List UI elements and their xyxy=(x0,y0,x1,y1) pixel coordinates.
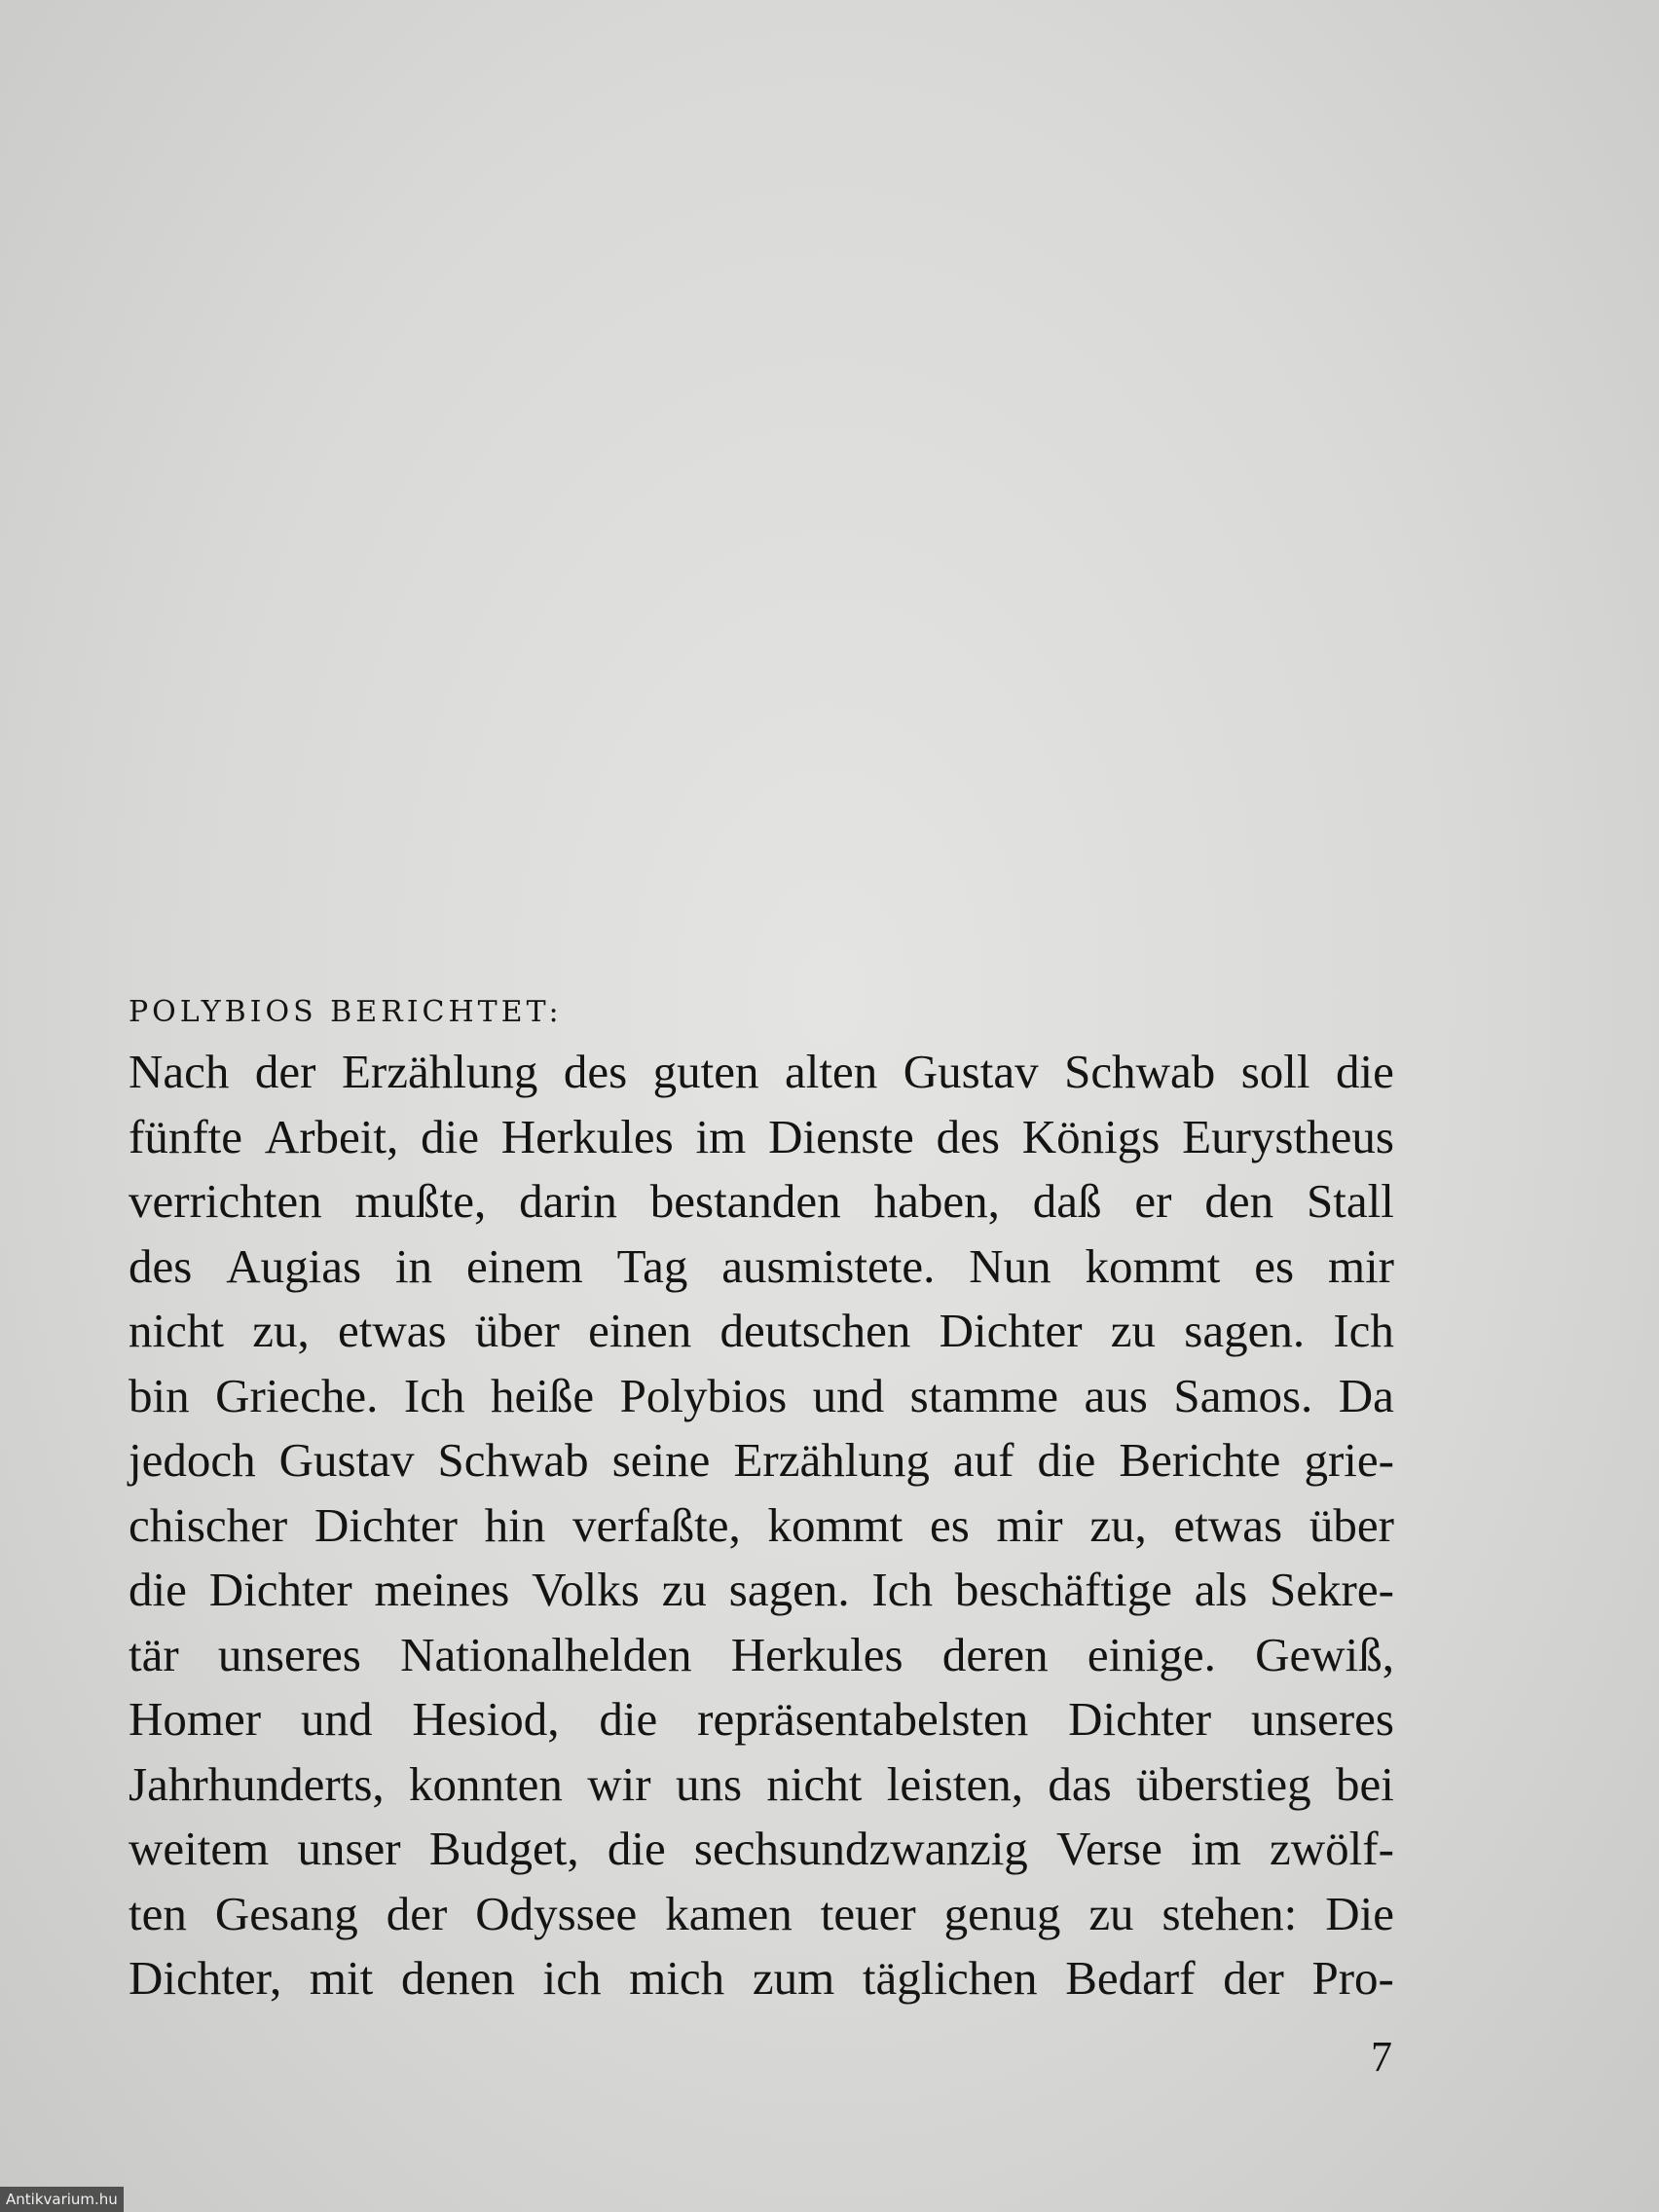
word: Verse xyxy=(1056,1822,1162,1875)
word: kamen xyxy=(665,1886,793,1940)
word: Volks xyxy=(532,1563,640,1616)
word: verfaßte, xyxy=(571,1497,741,1552)
text-line xyxy=(129,1235,1394,1300)
word: zum xyxy=(752,1951,835,2005)
text-line xyxy=(129,1817,1394,1882)
word: tär xyxy=(129,1627,179,1681)
word: Grieche. xyxy=(215,1368,379,1422)
text-line xyxy=(129,1105,1394,1170)
word: einem xyxy=(465,1238,583,1293)
word: mir xyxy=(996,1497,1063,1552)
word: das xyxy=(1048,1756,1112,1811)
word: darin xyxy=(519,1174,617,1228)
word: haben, xyxy=(873,1174,1000,1228)
word: Arbeit, xyxy=(264,1109,399,1163)
word: zu xyxy=(661,1563,707,1616)
word: die xyxy=(129,1563,187,1616)
word: täglichen xyxy=(862,1951,1038,2005)
word: seine xyxy=(611,1433,711,1487)
word: guten xyxy=(652,1045,759,1098)
word: des xyxy=(563,1045,628,1098)
section-heading: POLYBIOS BERICHTET: xyxy=(129,995,563,1029)
main-text-block xyxy=(129,991,1394,2011)
word: Nach xyxy=(129,1045,230,1098)
word: Berichte xyxy=(1119,1433,1281,1487)
word: Hesiod, xyxy=(412,1692,560,1746)
word: zu, xyxy=(1089,1497,1147,1552)
text-line xyxy=(129,1040,1394,1105)
word: Königs xyxy=(1021,1109,1161,1163)
word: er xyxy=(1134,1174,1172,1228)
text-line xyxy=(129,1558,1394,1623)
word: der xyxy=(254,1045,316,1098)
word: und xyxy=(812,1368,885,1422)
word: Nun xyxy=(969,1238,1051,1293)
word: Odyssee xyxy=(475,1886,638,1940)
word: Tag xyxy=(616,1238,688,1293)
word: über xyxy=(1309,1497,1394,1552)
word: Polybios xyxy=(619,1368,788,1422)
text-line xyxy=(129,1882,1394,1947)
word: hin xyxy=(484,1497,546,1552)
word: uns xyxy=(675,1756,743,1811)
word: Die xyxy=(1325,1886,1394,1940)
text-line xyxy=(129,1623,1394,1688)
word: Dichter xyxy=(939,1304,1083,1357)
watermark-label: Antikvarium.hu xyxy=(0,2187,124,2212)
word: den xyxy=(1204,1174,1274,1228)
word: mit xyxy=(309,1951,374,2005)
word: es xyxy=(930,1497,970,1552)
word: der xyxy=(1223,1951,1284,2005)
word: deutschen xyxy=(719,1304,911,1357)
word: denen xyxy=(400,1951,515,2005)
word: Ich xyxy=(1333,1304,1394,1357)
word: Gustav xyxy=(278,1433,415,1487)
word: mich xyxy=(629,1951,725,2005)
word: ausmistete. xyxy=(721,1238,936,1293)
word: zu, xyxy=(252,1304,310,1357)
reverse-side-show-through xyxy=(127,0,1392,974)
word: ich xyxy=(542,1951,602,2005)
word: die xyxy=(1037,1433,1096,1487)
word: sagen. xyxy=(1184,1304,1306,1357)
word: stehen: xyxy=(1161,1886,1298,1940)
word: etwas xyxy=(1173,1497,1283,1552)
word: Dienste xyxy=(768,1109,914,1163)
word: beschäftige xyxy=(954,1563,1172,1616)
word: aus xyxy=(1084,1368,1148,1422)
word: weitem xyxy=(129,1822,270,1875)
word: mußte, xyxy=(354,1174,487,1228)
word: Gewiß, xyxy=(1255,1627,1394,1681)
text-line xyxy=(129,1299,1394,1364)
word: Herkules xyxy=(500,1109,674,1163)
word: Augias xyxy=(226,1238,362,1293)
word: Budget, xyxy=(428,1822,579,1875)
word: Nationalhelden xyxy=(400,1627,692,1681)
word: Dichter xyxy=(208,1563,352,1616)
word: Gesang xyxy=(214,1886,358,1940)
word: Pro- xyxy=(1311,1951,1394,2005)
word: deren xyxy=(941,1627,1049,1681)
word: sagen. xyxy=(728,1563,850,1616)
word: bestanden xyxy=(649,1174,841,1228)
word: Dichter xyxy=(1068,1692,1212,1746)
word: alten xyxy=(785,1045,878,1098)
word: Ich xyxy=(403,1368,465,1422)
word: Gustav xyxy=(903,1045,1039,1098)
word: zu xyxy=(1088,1886,1134,1940)
word: ten xyxy=(129,1886,187,1940)
word: Eurystheus xyxy=(1182,1109,1394,1163)
word: Schwab xyxy=(1064,1045,1216,1098)
word: grie- xyxy=(1304,1433,1394,1487)
word: teuer xyxy=(820,1886,916,1940)
word: konnten xyxy=(409,1756,563,1811)
word: kommt xyxy=(767,1497,903,1552)
word: Herkules xyxy=(730,1627,903,1681)
word: wir xyxy=(587,1756,651,1811)
word: einen xyxy=(588,1304,692,1357)
word: die xyxy=(421,1109,479,1163)
text-line xyxy=(129,1364,1394,1429)
word: mir xyxy=(1327,1238,1394,1293)
word: Dichter, xyxy=(129,1951,282,2005)
word: überstieg xyxy=(1136,1756,1311,1811)
text-line xyxy=(129,1687,1394,1752)
word: heiße xyxy=(490,1368,595,1422)
word: stamme xyxy=(909,1368,1059,1422)
word: unseres xyxy=(1251,1692,1394,1746)
word: bei xyxy=(1336,1756,1394,1811)
word: Bedarf xyxy=(1065,1951,1196,2005)
word: Schwab xyxy=(437,1433,589,1487)
word: es xyxy=(1254,1238,1295,1293)
word: Erzählung xyxy=(341,1045,538,1098)
word: unseres xyxy=(217,1627,361,1681)
word: über xyxy=(474,1304,560,1357)
word: zwölf- xyxy=(1270,1822,1394,1875)
word: Homer xyxy=(129,1692,262,1746)
word: des xyxy=(936,1109,1000,1163)
word: Erzählung xyxy=(733,1433,930,1487)
text-line xyxy=(129,1752,1394,1818)
word: die xyxy=(599,1692,658,1746)
word: kommt xyxy=(1085,1238,1221,1293)
word: jedoch xyxy=(129,1433,256,1487)
word: Samos. xyxy=(1173,1368,1313,1422)
word: Jahrhunderts, xyxy=(129,1756,385,1811)
word: etwas xyxy=(337,1304,447,1357)
word: einige. xyxy=(1087,1627,1216,1681)
word: Dichter xyxy=(313,1497,458,1552)
word: der xyxy=(386,1886,448,1940)
text-line xyxy=(129,1946,1394,2011)
word: und xyxy=(300,1692,373,1746)
word: soll xyxy=(1240,1045,1310,1098)
word: im xyxy=(1191,1822,1241,1875)
word: verrichten xyxy=(129,1174,322,1228)
text-line xyxy=(129,1169,1394,1235)
word: auf xyxy=(952,1433,1014,1487)
word: chischer xyxy=(129,1497,288,1552)
body-paragraph xyxy=(129,1040,1394,2011)
word: leisten, xyxy=(886,1756,1023,1811)
word: daß xyxy=(1032,1174,1102,1228)
text-line xyxy=(129,1428,1394,1493)
word: nicht xyxy=(129,1304,224,1357)
page-number: 7 xyxy=(1371,2033,1392,2081)
word: fünfte xyxy=(129,1109,242,1163)
word: sechsundzwanzig xyxy=(693,1822,1028,1875)
word: Da xyxy=(1338,1368,1394,1422)
word: Stall xyxy=(1307,1174,1394,1228)
word: des xyxy=(129,1238,193,1293)
word: im xyxy=(695,1109,747,1163)
word: Ich xyxy=(871,1563,933,1616)
word: nicht xyxy=(766,1756,863,1811)
word: zu xyxy=(1110,1304,1157,1357)
word: unser xyxy=(297,1822,401,1875)
word: Sekre- xyxy=(1270,1563,1394,1616)
word: als xyxy=(1194,1563,1248,1616)
word: repräsentabelsten xyxy=(697,1692,1029,1746)
word: die xyxy=(1336,1045,1394,1098)
text-line xyxy=(129,1493,1394,1559)
word: meines xyxy=(374,1563,510,1616)
word: bin xyxy=(129,1368,190,1422)
word: die xyxy=(607,1822,666,1875)
word: genug xyxy=(943,1886,1061,1940)
word: in xyxy=(394,1238,433,1293)
